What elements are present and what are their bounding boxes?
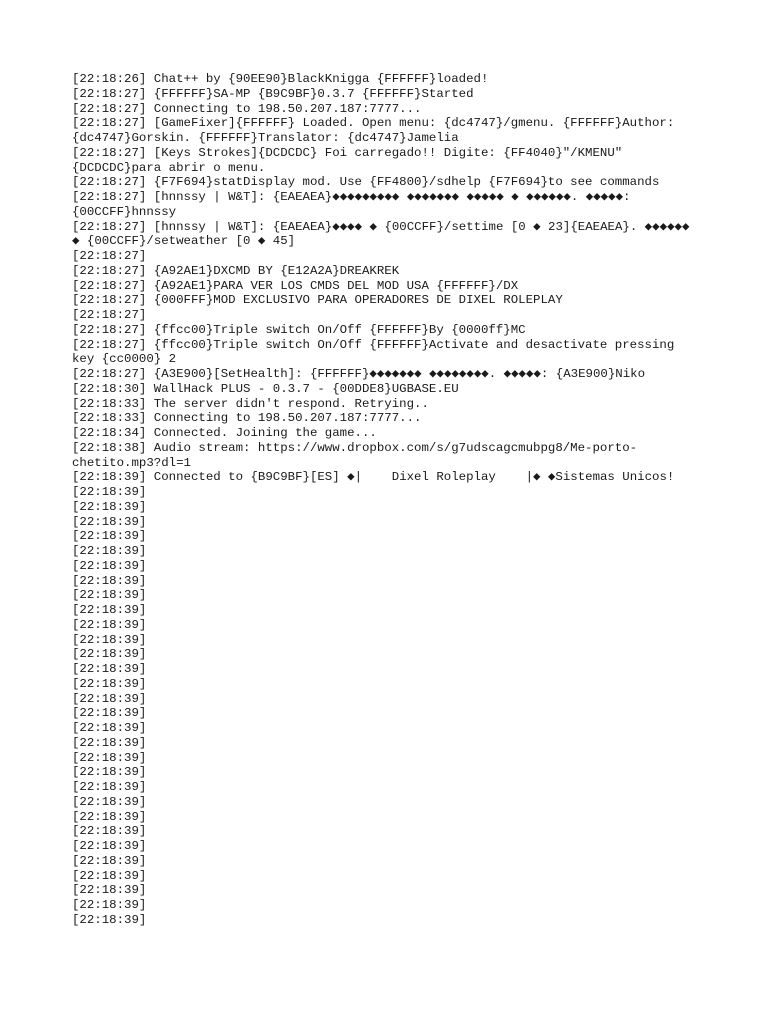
- log-line: [22:18:27] {A92AE1}PARA VER LOS CMDS DEL MOD USA {FFFFFF}/DX: [72, 278, 519, 293]
- log-line: [22:18:39]: [72, 809, 147, 824]
- log-line: [22:18:39]: [72, 780, 147, 794]
- log-line: [22:18:34] Connected. Joining the game...: [72, 426, 377, 440]
- log-line: [22:18:39]: [72, 868, 147, 883]
- log-line: [22:18:39]: [72, 721, 147, 735]
- log-line: [22:18:27] {ffcc00}Triple switch On/Off {FFFFFF}By {0000ff}MC: [72, 322, 526, 337]
- log-line: [22:18:27] [hnnssy | W&T]: {EAEAEA}◆◆◆◆ ◆ {00CCFF}/settime [0 ◆ 23]{EAEAEA}. ◆◆◆◆◆◆ ◆ {00CCFF}/setweather [0 ◆ 45]: [72, 219, 697, 249]
- log-line: [22:18:39]: [72, 898, 147, 912]
- log-line: [22:18:39]: [72, 603, 147, 617]
- log-line: [22:18:27] [GameFixer]{FFFFFF} Loaded. Open menu: {dc4747}/gmenu. {FFFFFF}Author: {dc4747}Gorskin. {FFFFFF}Translator: {dc4747}Jamelia: [72, 116, 682, 145]
- log-line: [22:18:33] The server didn't respond. Retrying..: [72, 396, 429, 411]
- log-line: [22:18:39]: [72, 839, 147, 853]
- log-line: [22:18:27]: [72, 249, 147, 263]
- log-line: [22:18:39]: [72, 912, 147, 927]
- log-line: [22:18:30] WallHack PLUS - 0.3.7 - {00DDE8}UGBASE.EU: [72, 381, 459, 396]
- log-line: [22:18:39]: [72, 765, 147, 780]
- log-line: [22:18:39]: [72, 735, 147, 750]
- log-line: [22:18:27] [Keys Strokes]{DCDCDC} Foi carregado!! Digite: {FF4040}"/KMENU" {DCDCDC}para abrir o menu.: [72, 145, 630, 175]
- log-line: [22:18:39]: [72, 573, 147, 588]
- log-line: [22:18:27] {000FFF}MOD EXCLUSIVO PARA OPERADORES DE DIXEL ROLEPLAY: [72, 293, 563, 308]
- log-line: [22:18:39]: [72, 794, 147, 809]
- log-line: [22:18:27] {A3E900}[SetHealth]: {FFFFFF}◆◆◆◆◆◆◆ ◆◆◆◆◆◆◆◆. ◆◆◆◆◆: {A3E900}Niko: [72, 367, 646, 381]
- log-line: [22:18:39]: [72, 883, 147, 898]
- log-line: [22:18:39]: [72, 632, 147, 647]
- log-line: [22:18:39]: [72, 750, 147, 765]
- log-line: [22:18:39] Connected to {B9C9BF}[ES] ◆| Dixel Roleplay |◆ ◆Sistemas Unicos!: [72, 470, 675, 485]
- log-line: [22:18:39]: [72, 588, 147, 603]
- log-line: [22:18:27] {A92AE1}DXCMD BY {E12A2A}DREAKREK: [72, 263, 400, 278]
- log-line: [22:18:38] Audio stream: https://www.dropbox.com/s/g7udscagcmubpg8/Me-porto-chetito.mp3?dl=1: [72, 440, 638, 470]
- log-line: [22:18:27] [hnnssy | W&T]: {EAEAEA}◆◆◆◆◆◆◆◆◆ ◆◆◆◆◆◆◆ ◆◆◆◆◆ ◆ ◆◆◆◆◆◆. ◆◆◆◆◆: {00CCFF}hnnssy: [72, 190, 638, 219]
- log-line: [22:18:39]: [72, 617, 147, 632]
- log-line: [22:18:39]: [72, 485, 147, 499]
- log-line: [22:18:39]: [72, 706, 147, 721]
- log-line: [22:18:39]: [72, 691, 147, 706]
- log-line: [22:18:33] Connecting to 198.50.207.187:7777...: [72, 411, 422, 426]
- log-line: [22:18:39]: [72, 824, 147, 839]
- log-line: [22:18:39]: [72, 676, 147, 691]
- log-line: [22:18:39]: [72, 529, 147, 544]
- log-line: [22:18:39]: [72, 514, 147, 529]
- log-line: [22:18:27] {FFFFFF}SA-MP {B9C9BF}0.3.7 {FFFFFF}Started: [72, 86, 474, 101]
- log-line: [22:18:27] Connecting to 198.50.207.187:7777...: [72, 101, 422, 116]
- log-line: [22:18:26] Chat++ by {90EE90}BlackKnigga {FFFFFF}loaded!: [72, 72, 489, 86]
- log-line: [22:18:27]: [72, 308, 147, 322]
- log-line: [22:18:39]: [72, 647, 147, 662]
- log-line: [22:18:39]: [72, 558, 147, 573]
- log-line: [22:18:39]: [72, 544, 147, 558]
- log-line: [22:18:39]: [72, 499, 147, 514]
- log-line: [22:18:39]: [72, 853, 147, 868]
- log-line: [22:18:27] {F7F694}statDisplay mod. Use {FF4800}/sdhelp {F7F694}to see commands: [72, 175, 660, 190]
- log-line: [22:18:27] {ffcc00}Triple switch On/Off {FFFFFF}Activate and desactivate pressing key {cc0000} 2: [72, 337, 682, 367]
- log-line: [22:18:39]: [72, 662, 147, 676]
- chat-log: [72, 72, 702, 928]
